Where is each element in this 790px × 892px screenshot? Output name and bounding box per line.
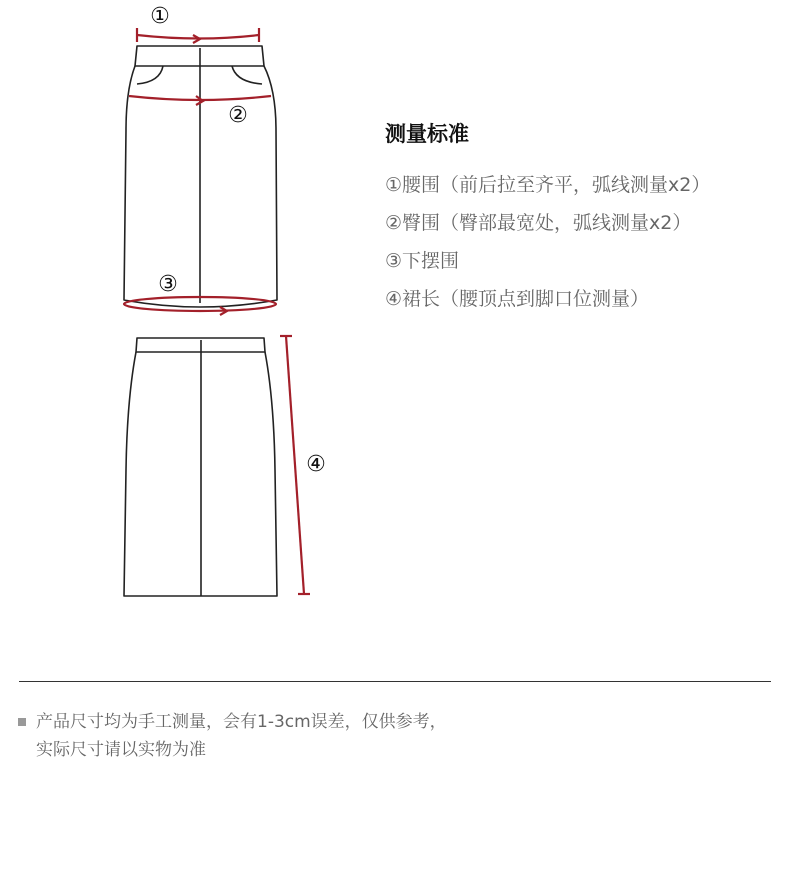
bullet-square-icon [18,718,26,726]
legend-item-waist: ①腰围（前后拉至齐平，弧线测量x2） [385,174,711,196]
size-note [18,708,447,764]
left-pocket [137,66,163,84]
measurement-legend [385,118,710,318]
divider-line [19,681,771,682]
measure-waist [137,28,259,43]
right-pocket [232,66,262,84]
skirt-back-view [124,338,277,596]
legend-title: 测量标准 [385,122,469,146]
legend-item-hem: ③下摆围 [385,250,460,272]
marker-2: ② [228,103,248,128]
legend-item-length: ④裙长（腰顶点到脚口位测量） [385,288,650,310]
marker-4: ④ [306,452,326,477]
note-line-2: 实际尺寸请以实物为准 [36,740,206,760]
skirt-front-view [124,46,277,307]
marker-3: ③ [158,272,178,297]
note-line-1: 产品尺寸均为手工测量，会有1-3cm误差，仅供参考， [36,712,447,732]
legend-item-hip: ②臀围（臀部最宽处，弧线测量x2） [385,212,692,234]
marker-1: ① [150,4,170,29]
